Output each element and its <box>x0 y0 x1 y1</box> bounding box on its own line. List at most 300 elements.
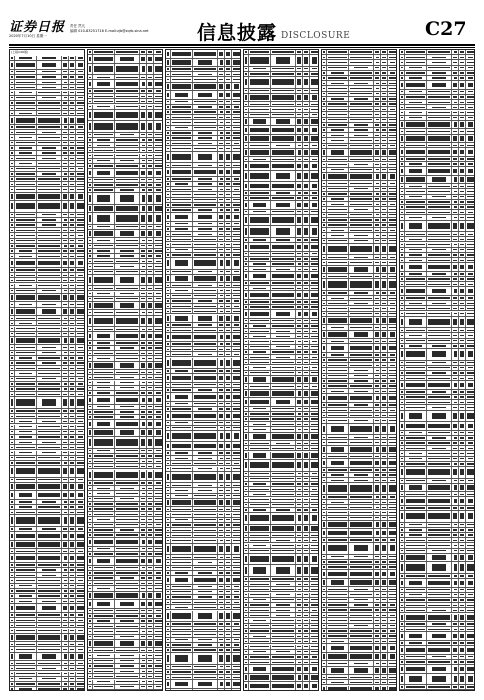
table-cell <box>76 500 85 504</box>
cell-text-block <box>11 261 13 266</box>
table-cell <box>15 239 36 243</box>
table-cell <box>62 337 69 345</box>
cell-text-block <box>63 575 67 576</box>
cell-text-block <box>11 309 13 314</box>
cell-text-block <box>38 517 61 523</box>
cell-text-block <box>63 378 67 379</box>
table-cell <box>15 135 36 139</box>
table-cell <box>62 527 69 531</box>
table-cell <box>62 578 69 582</box>
table-cell <box>69 568 76 572</box>
cell-text-block <box>70 564 74 565</box>
table-cell <box>62 135 69 139</box>
cell-text-block <box>16 194 34 199</box>
cell-text-block <box>11 87 13 88</box>
cell-text-block <box>42 224 57 225</box>
cell-text-block <box>77 512 84 513</box>
cell-text-block <box>64 595 68 596</box>
cell-text-block <box>16 388 34 389</box>
cell-text-block <box>16 214 34 215</box>
table-cell <box>15 549 36 553</box>
cell-text-block <box>16 394 34 395</box>
table-cell <box>15 223 36 227</box>
cell-text-block <box>77 373 84 374</box>
cell-text-block <box>64 173 68 174</box>
table-cell <box>76 618 85 622</box>
table-cell <box>62 182 69 186</box>
cell-text-block <box>70 235 74 236</box>
cell-text-block <box>11 142 13 143</box>
cell-text-block <box>11 575 13 576</box>
cell-text-block <box>78 137 83 138</box>
table-cell <box>69 387 76 391</box>
table-cell <box>76 167 85 171</box>
cell-text-block <box>42 63 57 68</box>
cell-text-block <box>16 484 34 489</box>
cell-text-block <box>70 668 74 669</box>
cell-text-block <box>70 92 74 93</box>
cell-text-block <box>70 285 74 286</box>
cell-text-block <box>78 63 83 68</box>
cell-text-block <box>19 528 31 529</box>
table-cell <box>69 141 76 145</box>
table-cell <box>62 491 69 499</box>
cell-text-block <box>38 416 61 417</box>
table-cell <box>76 387 85 391</box>
cell-text-block <box>16 630 34 631</box>
table-cell <box>69 409 76 413</box>
cell-text-block <box>42 173 57 174</box>
table-cell <box>15 613 36 617</box>
cell-text-block <box>11 551 13 552</box>
table-cell <box>115 50 141 54</box>
cell-text-block <box>70 152 74 153</box>
table-cell <box>37 554 63 562</box>
cell-text-block <box>42 362 57 363</box>
cell-text-block <box>77 556 84 561</box>
table-cell <box>69 80 76 84</box>
table-cell <box>69 233 76 237</box>
table-cell <box>76 332 85 336</box>
table-cell <box>154 50 163 54</box>
table-cell <box>37 167 63 171</box>
cell-text-block <box>63 479 67 480</box>
table-cell <box>62 687 69 691</box>
cell-text-block <box>11 184 13 185</box>
table-cell <box>62 213 69 217</box>
table-row <box>10 193 84 202</box>
cell-text-block <box>16 97 34 98</box>
cell-text-block <box>64 512 68 513</box>
table-cell <box>76 327 85 331</box>
table-cell <box>69 177 76 181</box>
table-cell <box>69 554 76 562</box>
cell-text-block <box>78 479 83 480</box>
cell-text-block <box>42 147 57 148</box>
table-cell <box>69 604 76 612</box>
cell-text-block <box>77 601 84 602</box>
cell-text-block <box>64 517 68 523</box>
cell-text-block <box>16 318 34 319</box>
cell-text-block <box>16 178 34 179</box>
table-cell <box>37 653 63 661</box>
table-cell <box>76 91 85 95</box>
cell-text-block <box>11 178 13 179</box>
cell-text-block <box>70 663 74 664</box>
cell-text-block <box>77 82 84 83</box>
table-cell <box>15 532 36 540</box>
table-cell <box>37 549 63 553</box>
cell-text-block <box>77 295 84 300</box>
table-row <box>10 117 84 126</box>
table-cell <box>37 563 63 567</box>
cell-text-block <box>42 528 57 529</box>
cell-text-block <box>70 163 74 164</box>
cell-text-block <box>42 304 57 305</box>
table-cell <box>69 425 76 429</box>
cell-text-block <box>78 97 83 98</box>
table-cell <box>69 213 76 217</box>
cell-text-block <box>11 245 13 246</box>
table-cell <box>37 321 63 325</box>
table-cell <box>37 117 63 125</box>
cell-text-block <box>77 147 84 148</box>
table-cell <box>15 594 36 598</box>
table-cell <box>76 80 85 84</box>
table-cell <box>15 259 36 267</box>
cell-text-block <box>77 92 84 93</box>
cell-text-block <box>64 678 68 679</box>
table-cell <box>76 75 85 79</box>
table-cell <box>15 337 36 345</box>
cell-text-block <box>11 517 13 523</box>
cell-text-block <box>38 551 61 552</box>
cell-text-block <box>77 410 84 411</box>
cell-text-block <box>38 542 61 547</box>
table-cell <box>76 510 85 514</box>
table-cell <box>62 187 69 191</box>
table-row <box>10 397 84 409</box>
editor-line: 责任 然凡 <box>70 24 149 29</box>
table-cell <box>37 327 63 331</box>
cell-text-block <box>38 394 61 395</box>
table-cell <box>140 50 147 54</box>
table-cell <box>76 130 85 134</box>
cell-text-block <box>63 224 67 225</box>
table-cell <box>15 193 36 201</box>
table-cell <box>76 594 85 598</box>
cell-text-block <box>63 688 67 690</box>
table-cell <box>15 228 36 232</box>
table-row <box>10 259 84 268</box>
table-cell <box>76 70 85 74</box>
cell-text-block <box>77 309 84 314</box>
table-cell <box>69 500 76 504</box>
table-cell <box>15 356 36 360</box>
cell-text-block <box>63 362 67 363</box>
table-cell <box>37 483 63 491</box>
cell-text-block <box>11 442 13 443</box>
cell-text-block <box>70 214 74 215</box>
table-cell <box>62 308 69 316</box>
table-cell <box>76 515 85 526</box>
cell-text-block <box>70 484 74 489</box>
cell-text-block <box>42 290 57 291</box>
table-cell <box>15 647 36 651</box>
cell-text-block <box>70 580 74 581</box>
cell-text-block <box>77 256 84 257</box>
table-cell <box>15 268 36 272</box>
cell-text-block <box>16 275 34 276</box>
cell-text-block <box>70 501 74 502</box>
cell-text-block <box>38 436 61 437</box>
table-cell <box>76 259 85 267</box>
table-cell <box>76 182 85 186</box>
cell-text-block <box>42 601 57 602</box>
cell-text-block <box>77 318 84 319</box>
cell-text-block <box>16 635 34 640</box>
cell-text-block <box>70 479 74 480</box>
cell-text-block <box>63 285 67 286</box>
cell-text-block <box>77 224 84 225</box>
table-cell <box>76 308 85 316</box>
cell-text-block <box>38 383 61 384</box>
cell-text-block <box>42 606 57 611</box>
table-cell <box>69 223 76 227</box>
cell-text-block <box>78 168 83 169</box>
cell-text-block <box>70 630 74 631</box>
cell-text-block <box>11 256 13 257</box>
table-cell <box>69 278 76 282</box>
table-cell <box>37 445 63 449</box>
cell-text-block <box>11 224 13 225</box>
cell-text-block <box>16 462 34 463</box>
cell-text-block <box>63 399 67 405</box>
cell-text-block <box>11 585 13 586</box>
table-cell <box>76 141 85 145</box>
table-cell <box>15 273 36 277</box>
cell-text-block <box>70 688 74 690</box>
table-cell <box>15 111 36 115</box>
cell-text-block <box>16 158 34 159</box>
cell-text-block <box>11 383 13 384</box>
cell-text-block <box>64 416 68 417</box>
cell-text-block <box>38 688 61 690</box>
table-cell <box>69 249 76 253</box>
cell-text-block <box>64 457 68 458</box>
table-cell <box>69 461 76 465</box>
cell-text-block <box>11 280 13 281</box>
table-cell <box>62 682 69 686</box>
cell-text-block <box>70 678 74 679</box>
cell-text-block <box>16 556 34 561</box>
table-cell <box>37 356 63 360</box>
cell-text-block <box>78 644 83 645</box>
table-cell <box>15 141 36 145</box>
table-cell <box>37 666 63 670</box>
cell-text-block <box>38 585 61 586</box>
cell-text-block <box>11 501 13 502</box>
cell-text-block <box>11 108 13 109</box>
table-cell <box>69 541 76 549</box>
cell-text-block <box>16 673 34 674</box>
table-cell <box>37 337 63 345</box>
table-cell <box>62 456 69 460</box>
cell-text-block <box>64 383 68 384</box>
cell-text-block <box>78 71 83 72</box>
table-cell <box>37 85 63 89</box>
table-cell <box>15 244 36 248</box>
cell-text-block <box>77 132 84 133</box>
table-cell <box>15 75 36 79</box>
table-cell <box>69 478 76 482</box>
table-cell <box>69 146 76 150</box>
cell-text-block <box>38 295 61 300</box>
table-cell <box>37 284 63 288</box>
table-cell <box>62 106 69 110</box>
cell-text-block <box>77 214 84 215</box>
table-cell <box>37 106 63 110</box>
table-cell <box>69 397 76 408</box>
table-cell <box>15 677 36 681</box>
cell-text-block <box>78 620 83 621</box>
cell-text-block <box>11 673 13 674</box>
cell-text-block <box>116 51 139 52</box>
cell-text-block <box>11 333 13 334</box>
cell-text-block <box>77 152 84 153</box>
table-cell <box>76 156 85 160</box>
cell-text-block <box>70 82 74 83</box>
cell-text-block <box>11 203 13 209</box>
cell-text-block <box>19 147 31 148</box>
cell-text-block <box>70 275 74 276</box>
cell-text-block <box>64 245 68 246</box>
table-cell <box>76 294 85 302</box>
table-cell <box>37 409 63 413</box>
table-cell <box>69 505 76 509</box>
cell-text-block <box>19 373 31 374</box>
cell-text-block <box>63 323 67 324</box>
table-cell <box>37 101 63 105</box>
table-cell <box>62 273 69 277</box>
cell-text-block <box>11 493 13 498</box>
table-cell <box>76 599 85 603</box>
table-cell <box>76 249 85 253</box>
cell-text-block <box>16 269 34 270</box>
cell-text-block <box>11 352 13 353</box>
cell-text-block <box>63 368 67 369</box>
table-cell <box>62 172 69 176</box>
table-cell <box>62 440 69 444</box>
cell-text-block <box>77 668 84 669</box>
cell-text-block <box>19 452 31 453</box>
cell-text-block <box>77 606 84 611</box>
cell-text-block <box>11 290 13 291</box>
table-cell <box>15 500 36 504</box>
cell-text-block <box>11 304 13 305</box>
cell-text-block <box>63 606 67 611</box>
table-cell <box>69 56 76 60</box>
cell-text-block <box>38 184 61 185</box>
table-cell <box>15 327 36 331</box>
cell-text-block <box>70 256 74 257</box>
cell-text-block <box>70 173 74 174</box>
cell-text-block <box>77 590 84 591</box>
table-cell <box>37 125 63 129</box>
cell-text-block <box>42 352 57 353</box>
table-cell <box>15 302 36 306</box>
cell-text-block <box>63 649 67 650</box>
table-cell <box>15 419 36 423</box>
cell-text-block <box>77 304 84 305</box>
cell-text-block <box>63 452 67 453</box>
table-cell <box>69 244 76 248</box>
table-cell <box>62 70 69 74</box>
table-cell <box>69 161 76 165</box>
cell-text-block <box>64 673 68 674</box>
cell-text-block <box>63 410 67 411</box>
cell-text-block <box>38 635 61 640</box>
cell-text-block <box>38 479 61 480</box>
cell-text-block <box>19 421 31 422</box>
cell-text-block <box>64 614 68 615</box>
cell-text-block <box>78 506 83 507</box>
cell-text-block <box>63 625 67 626</box>
cell-text-block <box>38 644 61 645</box>
cell-text-block <box>77 163 84 164</box>
table-cell <box>62 371 69 375</box>
table-cell <box>69 327 76 331</box>
table-column-block <box>87 49 163 691</box>
cell-text-block <box>70 194 74 199</box>
table-cell <box>62 167 69 171</box>
cell-text-block <box>16 63 34 68</box>
table-cell <box>37 430 63 434</box>
table-row <box>10 491 84 500</box>
table-cell <box>15 151 36 155</box>
cell-text-block <box>70 203 74 209</box>
cell-text-block <box>63 601 67 602</box>
table-cell <box>37 594 63 598</box>
cell-text-block <box>63 76 67 77</box>
table-cell <box>69 182 76 186</box>
cell-text-block <box>70 410 74 411</box>
cell-text-block <box>11 399 13 405</box>
table-cell <box>62 430 69 434</box>
cell-text-block <box>64 436 68 437</box>
table-cell <box>69 642 76 646</box>
table-cell <box>62 111 69 115</box>
table-cell <box>69 687 76 691</box>
cell-text-block <box>42 57 57 58</box>
table-cell <box>37 392 63 396</box>
cell-text-block <box>11 323 13 324</box>
cell-text-block <box>63 304 67 305</box>
cell-text-block <box>77 250 84 251</box>
cell-text-block <box>64 663 68 664</box>
cell-text-block <box>77 189 84 190</box>
table-cell <box>76 677 85 681</box>
cell-text-block <box>63 194 67 199</box>
cell-text-block <box>38 556 61 561</box>
table-cell <box>37 647 63 651</box>
table-cell <box>15 218 36 222</box>
cell-text-block <box>70 644 74 645</box>
cell-text-block <box>70 168 74 169</box>
cell-text-block <box>70 416 74 417</box>
table-cell <box>15 130 36 134</box>
cell-text-block <box>70 290 74 291</box>
